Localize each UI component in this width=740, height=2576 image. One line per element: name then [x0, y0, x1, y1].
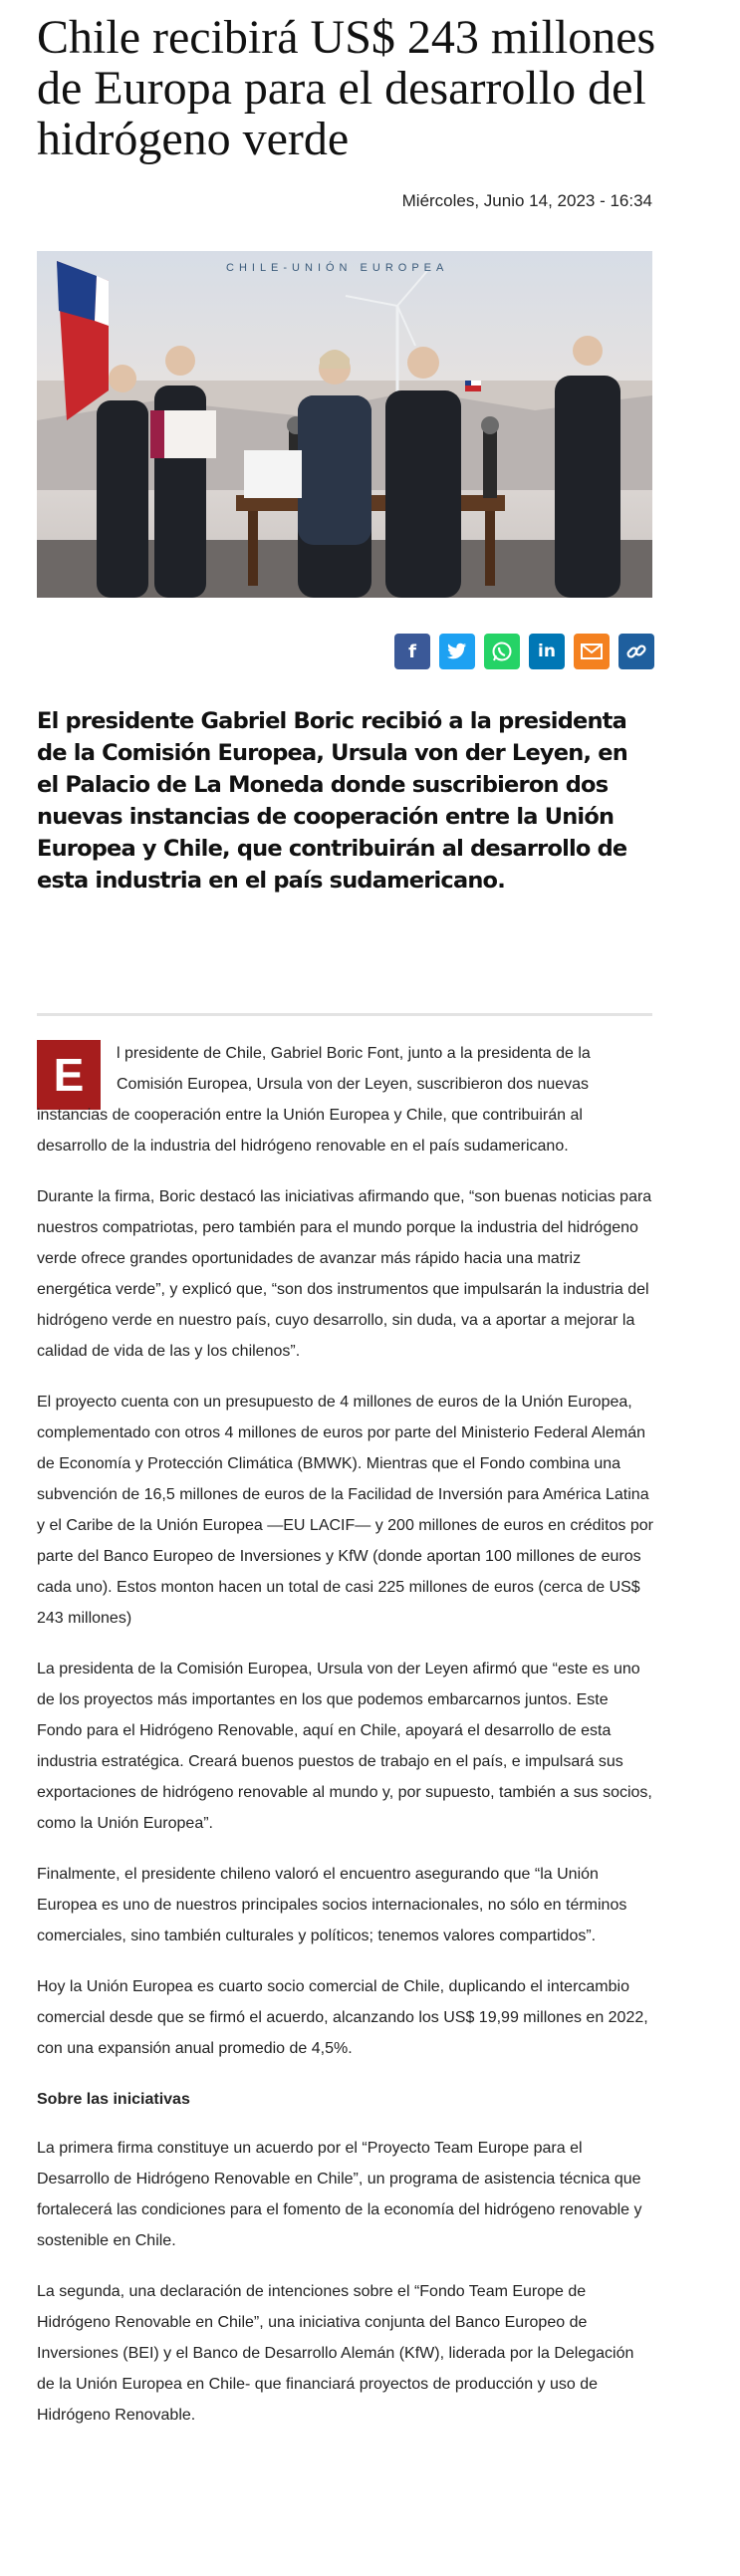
article-body: [37, 1038, 654, 2450]
banner-text: CHILE-UNIÓN EUROPEA: [226, 262, 449, 274]
article-date: Miércoles, Junio 14, 2023 - 16:34: [401, 191, 652, 210]
share-bar: [394, 634, 654, 669]
email-icon[interactable]: [574, 634, 610, 669]
linkedin-icon[interactable]: in: [529, 634, 565, 669]
paragraph-8: La segunda, una declaración de intenciones sobre el “Fondo Team Europe de Hidrógeno Renovable en Chile”, una iniciativa conjunta del Banco Europeo de Inversiones (BEI) y el Banco de Desarrollo Alemán (KfW), liderada por la Delegación de la Unión Europea en Chile- que financiará proyectos de producción y uso de Hidrógeno Renovable.: [37, 2283, 634, 2424]
paragraph-6: Hoy la Unión Europea es cuarto socio comercial de Chile, duplicando el intercambio comercial desde que se firmó el acuerdo, alcanzando los US$ 19,99 millones en 2022, con una expansión anual promedio de 4,5%.: [37, 1978, 648, 2057]
drop-cap-spacer: [37, 1038, 117, 1094]
article-lead: El presidente Gabriel Boric recibió a la presidenta de la Comisión Europea, Ursula von der Leyen, en el Palacio de La Moneda donde suscribieron dos nuevas instancias de cooperación entre la Unión Europea y Chile, que contribuirán al desarrollo de esta industria en el país sudamericano.: [37, 708, 627, 894]
paragraph-5: Finalmente, el presidente chileno valoró el encuentro asegurando que “la Unión Europea es uno de nuestros principales socios internacionales, no sólo en términos comerciales, sino también culturales y políticos; tenemos valores compartidos”.: [37, 1866, 627, 1944]
paragraph-7: La primera firma constituye un acuerdo por el “Proyecto Team Europe para el Desarrollo de Hidrógeno Renovable en Chile”, un programa de asistencia técnica que fortalecerá las condiciones para el fomento de la economía del hidrógeno renovable y sostenible en Chile.: [37, 2140, 642, 2249]
section-divider: [37, 1013, 652, 1016]
subheading: Sobre las iniciativas: [37, 2091, 190, 2108]
article-photo: [37, 251, 652, 598]
paragraph-3: El proyecto cuenta con un presupuesto de 4 millones de euros de la Unión Europea, complementado con otros 4 millones de euros por parte del Ministerio Federal Alemán de Economía y Protección Climática (BMWK). Mientras que el Fondo combina una subvención de 16,5 millones de euros de la Facilidad de Inversión para América Latina y el Caribe de la Unión Europea —EU LACIF— y 200 millones de euros en créditos por parte del Banco Europeo de Inversiones y KfW (donde aportan 100 millones de euros cada uno). Estos monton hacen un total de casi 225 millones de euros (cerca de US$ 243 millones): [37, 1394, 653, 1627]
link-icon[interactable]: [618, 634, 654, 669]
photo-illustration: [37, 251, 652, 598]
article-title: Chile recibirá US$ 243 millones de Europa para el desarrollo del hidrógeno verde: [37, 11, 656, 165]
whatsapp-icon[interactable]: [484, 634, 520, 669]
twitter-icon[interactable]: [439, 634, 475, 669]
drop-cap: E: [37, 1040, 101, 1110]
paragraph-1: l presidente de Chile, Gabriel Boric Font, junto a la presidenta de la Comisión Europea, Ursula von der Leyen, suscribieron dos nuevas instancias de cooperación entre la Unión Europea y Chile, que contribuirán al desarrollo de la industria del hidrógeno renovable en el país sudamericano.: [37, 1038, 654, 1161]
paragraph-2: Durante la firma, Boric destacó las iniciativas afirmando que, “son buenas noticias para nuestros compatriotas, pero también para el mundo porque la industria del hidrógeno verde ofrece grandes oportunidades de avanzar más rápido hacia una matriz energética verde”, y explicó que, “son dos instrumentos que impulsarán la industria del hidrógeno verde en nuestro país, cuyo desarrollo, sin duda, va a aportar a mejorar la calidad de vida de las y los chilenos”.: [37, 1188, 652, 1360]
paragraph-4: La presidenta de la Comisión Europea, Ursula von der Leyen afirmó que “este es uno de los proyectos más importantes en los que podemos embarcarnos juntos. Este Fondo para el Hidrógeno Renovable, aquí en Chile, apoyará el desarrollo de esta industria estratégica. Creará buenos puestos de trabajo en el país, e impulsará sus exportaciones de hidrógeno renovable al mundo y, por supuesto, también a sus socios, como la Unión Europea”.: [37, 1661, 652, 1832]
facebook-icon[interactable]: f: [394, 634, 430, 669]
